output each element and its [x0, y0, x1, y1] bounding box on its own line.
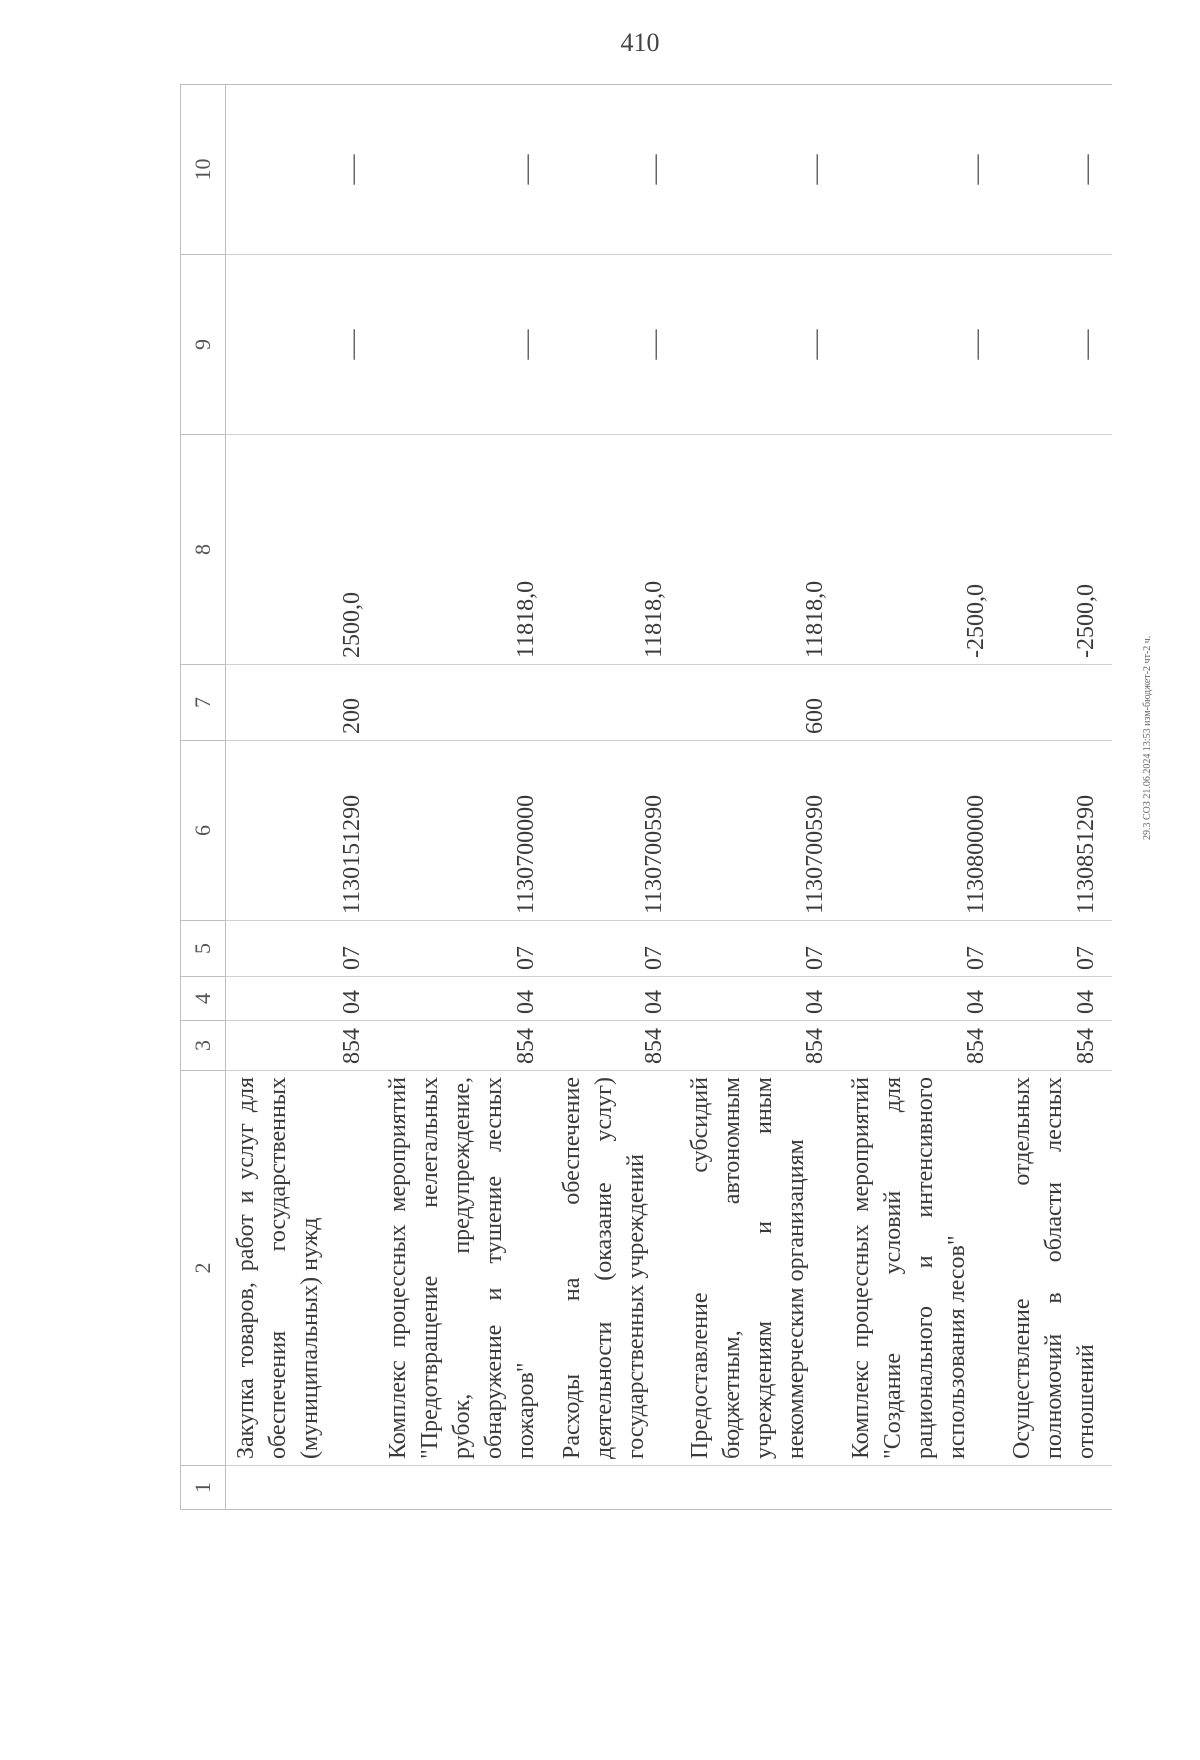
row-col4: 04: [378, 977, 552, 1021]
row-name: Закупка товаров, работ и услуг для обеспечения государственных (муниципальных) нужд: [226, 1071, 379, 1466]
row-col10: —: [226, 85, 379, 255]
row-col8: 11818,0: [680, 435, 841, 665]
row-col3: 854: [1002, 1021, 1112, 1071]
row-col6: 1130800000: [841, 741, 1002, 921]
header-cell-1: 1: [181, 1466, 226, 1510]
page-number: 410: [620, 28, 660, 57]
row-col5: 07: [680, 921, 841, 977]
row-col7: [1002, 665, 1112, 741]
row-col1: [1002, 1466, 1112, 1510]
budget-table: [180, 84, 1112, 1510]
row-col7: [378, 665, 552, 741]
row-col7: [552, 665, 680, 741]
row-col5: 07: [552, 921, 680, 977]
table-row: [841, 85, 1002, 1510]
row-col3: 854: [552, 1021, 680, 1071]
row-col9: —: [1002, 255, 1112, 435]
header-cell-5: 5: [181, 921, 226, 977]
row-name: Комплекс процессных мероприятий "Создание условий для рационального и интенсивного использования лесов": [841, 1071, 1002, 1466]
row-col1: [680, 1466, 841, 1510]
row-col6: 1130700000: [378, 741, 552, 921]
row-name: Предоставление субсидий бюджетным, автономным учреждениям и иным некоммерческим организациям: [680, 1071, 841, 1466]
row-name: Комплекс процессных мероприятий "Предотвращение нелегальных рубок, предупреждение, обнаружение и тушение лесных пожаров": [378, 1071, 552, 1466]
header-cell-3: 3: [181, 1021, 226, 1071]
row-col10: —: [1002, 85, 1112, 255]
row-col7: [841, 665, 1002, 741]
row-col6: 1130151290: [226, 741, 379, 921]
row-col6: 1130700590: [552, 741, 680, 921]
row-col3: 854: [680, 1021, 841, 1071]
header-cell-2: 2: [181, 1071, 226, 1466]
row-col8: 2500,0: [226, 435, 379, 665]
row-name: Расходы на обеспечение деятельности (оказание услуг) государственных учреждений: [552, 1071, 680, 1466]
row-col6: 1130700590: [680, 741, 841, 921]
row-col1: [378, 1466, 552, 1510]
row-col4: 04: [226, 977, 379, 1021]
row-col4: 04: [841, 977, 1002, 1021]
row-col1: [552, 1466, 680, 1510]
header-cell-8: 8: [181, 435, 226, 665]
header-cell-7: 7: [181, 665, 226, 741]
row-col8: -2500,0: [1002, 435, 1112, 665]
row-col7: 200: [226, 665, 379, 741]
row-col5: 07: [226, 921, 379, 977]
row-col8: 11818,0: [552, 435, 680, 665]
row-col9: —: [841, 255, 1002, 435]
table-row: [680, 85, 841, 1510]
table-row: [226, 85, 379, 1510]
row-col7: 600: [680, 665, 841, 741]
row-col9: —: [552, 255, 680, 435]
header-row: [181, 85, 226, 1510]
row-col1: [841, 1466, 1002, 1510]
row-col9: —: [680, 255, 841, 435]
row-col3: 854: [378, 1021, 552, 1071]
row-col4: 04: [680, 977, 841, 1021]
table-row: [552, 85, 680, 1510]
row-col10: —: [378, 85, 552, 255]
row-col9: —: [378, 255, 552, 435]
row-col5: 07: [841, 921, 1002, 977]
row-col4: 04: [552, 977, 680, 1021]
row-col3: 854: [226, 1021, 379, 1071]
table-row: [1002, 85, 1112, 1510]
row-col9: —: [226, 255, 379, 435]
row-name: Осуществление отдельных полномочий в области лесных отношений: [1002, 1071, 1112, 1466]
header-cell-9: 9: [181, 255, 226, 435]
rotated-table-frame: [180, 85, 1102, 1510]
side-stamp: [1142, 60, 1162, 1760]
row-col3: 854: [841, 1021, 1002, 1071]
row-col6: 1130851290: [1002, 741, 1112, 921]
row-col10: —: [680, 85, 841, 255]
row-col10: —: [841, 85, 1002, 255]
row-col10: —: [552, 85, 680, 255]
row-col4: 04: [1002, 977, 1112, 1021]
row-col1: [226, 1466, 379, 1510]
header-cell-10: 10: [181, 85, 226, 255]
row-col8: -2500,0: [841, 435, 1002, 665]
row-col5: 07: [1002, 921, 1112, 977]
row-col5: 07: [378, 921, 552, 977]
row-col8: 11818,0: [378, 435, 552, 665]
header-cell-4: 4: [181, 977, 226, 1021]
side-stamp-text: 29.3 СОЗ 21.06.2024 13:53 изм-бюджет-2 чт-2 ч.: [1142, 635, 1153, 840]
table-row: [378, 85, 552, 1510]
header-cell-6: 6: [181, 741, 226, 921]
